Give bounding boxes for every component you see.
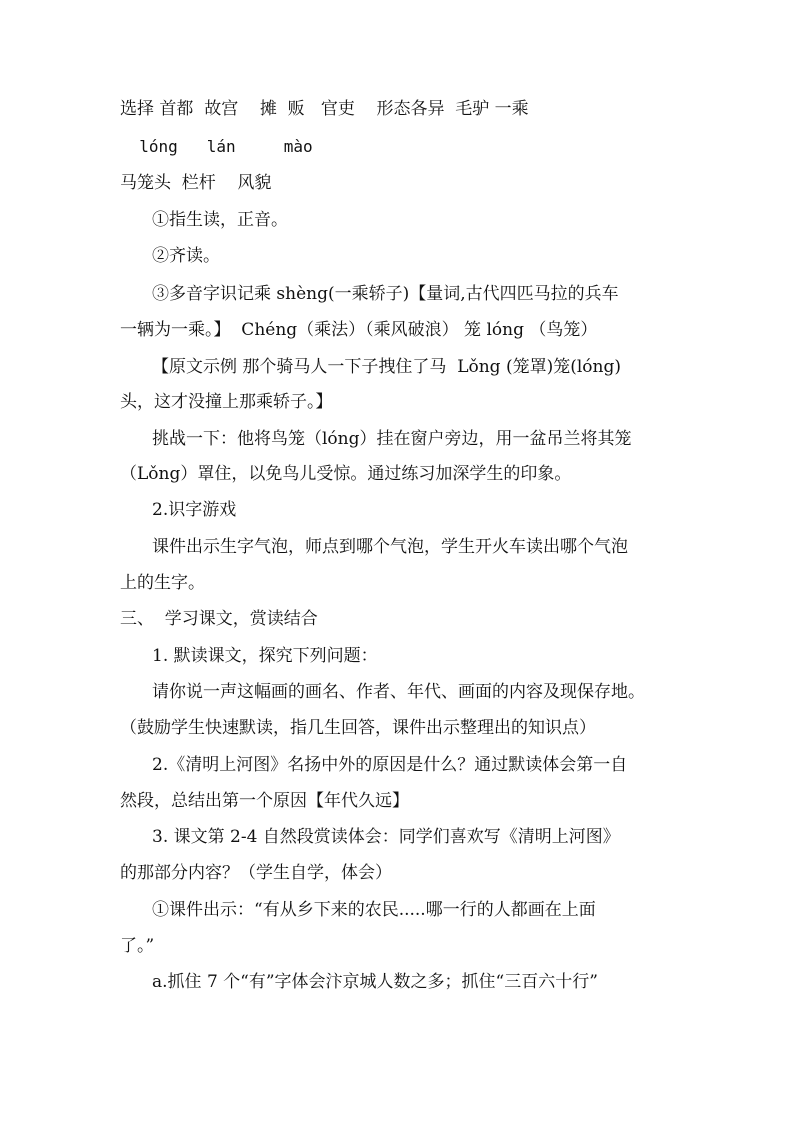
section-three-heading: 三、 学习课文，赏读结合 xyxy=(120,609,318,629)
example-continued: 头，这才没撞上那乘轿子。】 xyxy=(120,392,333,412)
step-3-text: ③多音字识记乘 shèng(一乘轿子)【量词,古代四匹马拉的兵车 xyxy=(152,284,619,304)
question-1: 1. 默读课文，探究下列问题： xyxy=(152,646,378,666)
question-3: 3. 课文第 2-4 自然段赏读体会：同学们喜欢写《清明上河图》 xyxy=(152,827,620,847)
section-game-heading: 2.识字游戏 xyxy=(152,500,237,520)
step-2-text: ②齐读。 xyxy=(152,246,220,266)
challenge-continued: （Lǒng）罩住，以免鸟儿受惊。通过练习加深学生的印象。 xyxy=(120,464,572,484)
vocab-line-2: 马笼头 栏杆 风貌 xyxy=(120,173,272,193)
pinyin-line: lóng lán mào xyxy=(120,137,313,156)
question-1-detail: 请你说一声这幅画的画名、作者、年代、画面的内容及现保存地。 xyxy=(152,682,645,702)
question-2: 2.《清明上河图》名扬中外的原因是什么？通过默读体会第一自 xyxy=(152,755,628,775)
challenge-text: 挑战一下：他将鸟笼（lóng）挂在窗户旁边，用一盆吊兰将其笼 xyxy=(152,429,632,449)
question-1-note: （鼓励学生快速默读，指几生回答，课件出示整理出的知识点） xyxy=(120,718,596,738)
step-3-continued: 一辆为一乘。】 Chéng（乘法）（乘风破浪） 笼 lóng （鸟笼） xyxy=(120,320,598,340)
slide-quote-continued: 了。” xyxy=(120,936,155,956)
slide-quote: ①课件出示：“有从乡下来的农民.....哪一行的人都画在上面 xyxy=(152,900,596,920)
question-2-continued: 然段，总结出第一个原因【年代久远】 xyxy=(120,791,409,811)
game-text: 课件出示生字气泡，师点到哪个气泡，学生开火车读出哪个气泡 xyxy=(152,537,628,557)
step-1-text: ①指生读，正音。 xyxy=(152,210,288,230)
point-a: a.抓住 7 个“有”字体会汴京城人数之多；抓住“三百六十行” xyxy=(152,972,598,992)
vocab-line-1: 选择 首都 故宫 摊 贩 官吏 形态各异 毛驴 一乘 xyxy=(120,99,529,119)
game-continued: 上的生字。 xyxy=(120,573,205,593)
example-text: 【原文示例 那个骑马人一下子拽住了马 Lǒng (笼罩)笼(lóng) xyxy=(152,357,622,377)
question-3-continued: 的那部分内容？（学生自学，体会） xyxy=(120,863,392,883)
